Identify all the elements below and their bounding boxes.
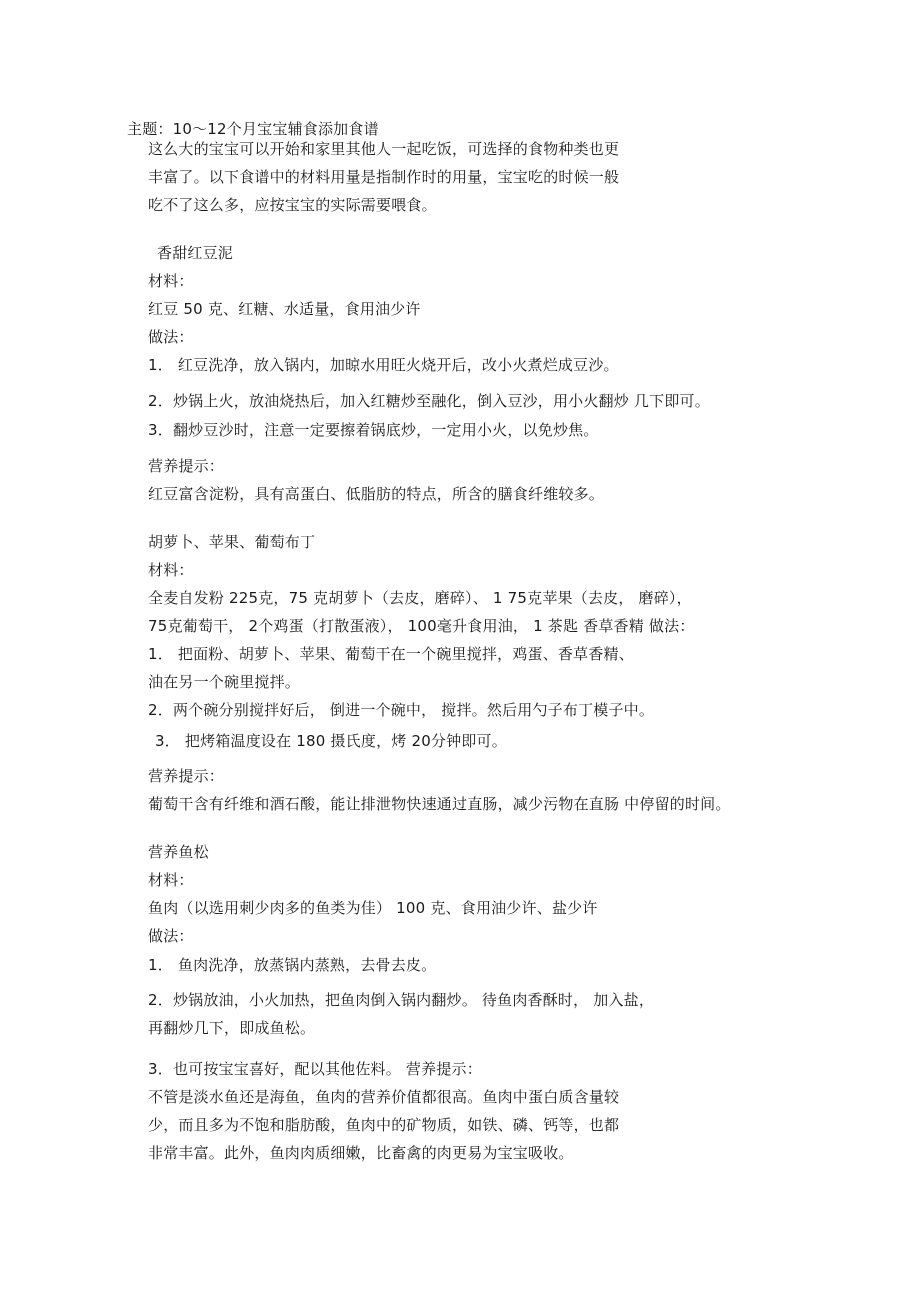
recipe2-tip-label: 营养提示：: [148, 767, 225, 785]
recipe1-materials-label: 材料：: [148, 272, 194, 290]
recipe3-step-3: 3．也可按宝宝喜好，配以其他佐料。 营养提示：: [148, 1060, 482, 1078]
recipe3-step-2: 2．炒锅放油，小火加热，把鱼肉倒入锅内翻炒。 待鱼肉香酥时， 加入盐，: [148, 991, 655, 1009]
recipe3-tip-line-3: 非常丰富。此外，鱼肉肉质细嫩，比畜禽的肉更易为宝宝吸收。: [148, 1144, 574, 1162]
recipe3-tip-line-1: 不管是淡水鱼还是海鱼，鱼肉的营养价值都很高。鱼肉中蛋白质含量较: [148, 1088, 620, 1106]
recipe1-method-label: 做法：: [148, 328, 194, 346]
recipe2-step-3: 3． 把烤箱温度设在 180 摄氏度，烤 20分钟即可。: [155, 732, 507, 750]
recipe2-step-2: 2．两个碗分别搅拌好后， 倒进一个碗中， 搅拌。然后用勺子布丁模子中。: [148, 701, 655, 719]
intro-line-1: 这么大的宝宝可以开始和家里其他人一起吃饭，可选择的食物种类也更: [148, 140, 620, 158]
recipe1-tip-label: 营养提示：: [148, 457, 225, 475]
recipe1-title: 香甜红豆泥: [157, 244, 234, 262]
recipe1-materials: 红豆 50 克、红糖、水适量，食用油少许: [148, 300, 421, 318]
recipe2-materials-label: 材料：: [148, 561, 194, 579]
recipe3-method-label: 做法：: [148, 927, 194, 945]
recipe3-tip-line-2: 少，而且多为不饱和脂肪酸，鱼肉中的矿物质，如铁、磷、钙等，也都: [148, 1116, 620, 1134]
recipe1-tip: 红豆富含淀粉，具有高蛋白、低脂肪的特点，所含的膳食纤维较多。: [148, 485, 605, 503]
recipe2-step-1-cont: 油在另一个碗里搅拌。: [148, 673, 301, 691]
recipe3-materials-label: 材料：: [148, 871, 194, 889]
document-title: 主题：10～12个月宝宝辅食添加食谱: [127, 120, 379, 138]
recipe1-step-1: 1． 红豆洗净，放入锅内，加晾水用旺火烧开后，改小火煮烂成豆沙。: [148, 356, 619, 374]
recipe2-materials-line-1: 全麦自发粉 225克，75 克胡萝卜（去皮，磨碎）、 1 75克苹果（去皮， 磨碎），: [148, 589, 692, 607]
recipe3-materials: 鱼肉（以选用刺少肉多的鱼类为佳） 100 克、食用油少许、盐少许: [148, 899, 598, 917]
recipe2-materials-line-2: 75克葡萄干， 2个鸡蛋（打散蛋液）， 100毫升食用油， 1 茶匙 香草香精 做法：: [148, 617, 695, 635]
recipe2-step-1: 1． 把面粉、胡萝卜、苹果、葡萄干在一个碗里搅拌，鸡蛋、香草香精、: [148, 645, 634, 663]
recipe3-step-1: 1． 鱼肉洗净，放蒸锅内蒸熟，去骨去皮。: [148, 956, 437, 974]
intro-line-2: 丰富了。以下食谱中的材料用量是指制作时的用量，宝宝吃的时候一般: [148, 168, 620, 186]
recipe1-step-2: 2．炒锅上火，放油烧热后，加入红糖炒至融化，倒入豆沙，用小火翻炒 几下即可。: [148, 392, 710, 410]
intro-line-3: 吃不了这么多，应按宝宝的实际需要喂食。: [148, 196, 437, 214]
recipe1-step-3: 3．翻炒豆沙时，注意一定要擦着锅底炒，一定用小火，以免炒焦。: [148, 421, 599, 439]
recipe3-title: 营养鱼松: [148, 843, 209, 861]
recipe2-title: 胡萝卜、苹果、葡萄布丁: [148, 533, 316, 551]
recipe2-tip: 葡萄干含有纤维和酒石酸，能让排泄物快速通过直肠，减少污物在直肠 中停留的时间。: [148, 795, 731, 813]
recipe3-step-2-cont: 再翻炒几下，即成鱼松。: [148, 1019, 316, 1037]
